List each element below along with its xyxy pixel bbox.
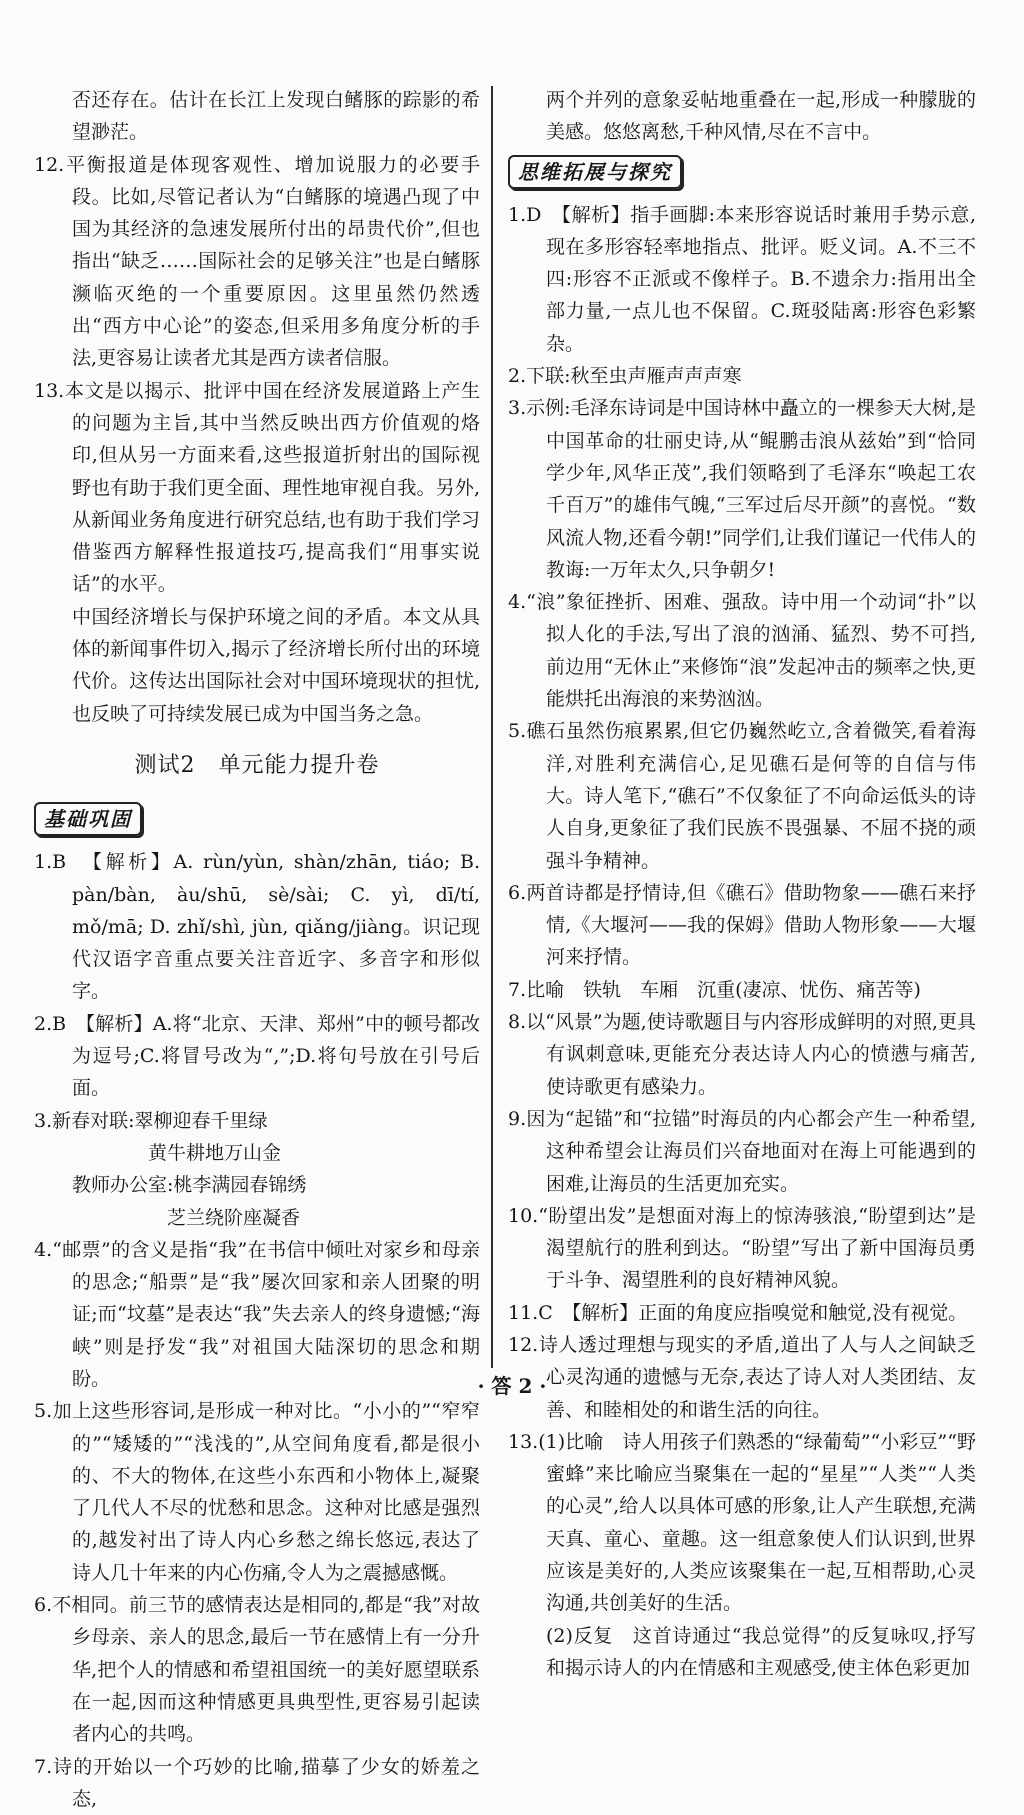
continued-text: 否还存在。估计在长江上发现白鳍豚的踪影的希望渺茫。 — [72, 89, 480, 144]
answer-b13-part2: (2)反复 这首诗通过“我总觉得”的反复咏叹,抒写和揭示诗人的内在情感和主观感受,使主体色彩更加 — [546, 1624, 976, 1679]
right-column — [508, 84, 976, 1684]
answer-3-line4: 芝兰绕阶座凝香 — [167, 1206, 301, 1229]
answer-13-extra: 中国经济增长与保护环境之间的矛盾。本文从具体的新闻事件切入,揭示了经济增长所付出的环境代价。这传达出国际社会对中国环境现状的担忧,也反映了可持续发展已成为中国当务之急。 — [72, 605, 480, 725]
answer-b6: 6.两首诗都是抒情诗,但《礁石》借助物象——礁石来抒情,《大堰河——我的保姆》借助人物形象——大堰河来抒情。 — [508, 881, 976, 969]
answer-b3: 3.示例:毛泽东诗词是中国诗林中矗立的一棵参天大树,是中国革命的壮丽史诗,从“鲲鹏击浪从兹始”到“恰同学少年,风华正茂”,我们领略到了毛泽东“唤起工农千百万”的雄伟气魄,“三军过后尽开颜”的喜悦。“数风流人物,还看今朝!”同学们,让我们谨记一代伟人的教诲:一万年太久,只争朝夕! — [508, 397, 976, 581]
column-divider — [491, 86, 493, 1368]
answer-b7: 7.比喻 铁轨 车厢 沉重(凄凉、忧伤、痛苦等) — [508, 978, 921, 1001]
answer-b1: 1.D 【解析】指手画脚:本来形容说话时兼用手势示意,现在多形容轻率地指点、批评。贬义词。A.不三不四:形容不正派或不像样子。B.不遗余力:指用出全部力量,一点儿也不保留。C.斑驳陆离:形容色彩繁杂。 — [508, 203, 976, 355]
answer-6: 6.不相同。前三节的感情表达是相同的,都是“我”对故乡母亲、亲人的思念,最后一节在感情上有一分升华,把个人的情感和希望祖国统一的美好愿望联系在一起,因而这种情感更具典型性,更容易引起读者内心的共鸣。 — [34, 1594, 480, 1746]
answer-4: 4.“邮票”的含义是指“我”在书信中倾吐对家乡和母亲的思念;“船票”是“我”屡次回家和亲人团聚的明证;而“坟墓”是表达“我”失去亲人的终身遗憾;“海峡”则是抒发“我”对祖国大陆深切的思念和期盼。 — [34, 1238, 480, 1390]
answer-2: 2.B 【解析】A.将“北京、天津、郑州”中的顿号都改为逗号;C.将冒号改为“,”;D.将句号放在引号后面。 — [34, 1012, 480, 1100]
answer-b8: 8.以“风景”为题,使诗歌题目与内容形成鲜明的对照,更具有讽刺意味,更能充分表达诗人内心的愤懑与痛苦,使诗歌更有感染力。 — [508, 1011, 976, 1098]
answer-b13: 13.(1)比喻 诗人用孩子们熟悉的“绿葡萄”“小彩豆”“野蜜蜂”来比喻应当聚集在一起的“星星”“人类”“人类的心灵”,给人以具体可感的形象,让人产生联想,充满天真、童心、童趣。这一组意象使人们认识到,世界应该是美好的,人类应该聚集在一起,互相帮助,心灵沟通,共创美好的生活。 — [508, 1430, 976, 1615]
section-badge-extend: 思维拓展与探究 — [508, 155, 682, 189]
answer-b11: 11.C 【解析】正面的角度应指嗅觉和触觉,没有视觉。 — [508, 1301, 968, 1324]
answer-3-line3: 教师办公室:桃李满园春锦绣 — [72, 1174, 307, 1197]
continued-text-right: 两个并列的意象妥帖地重叠在一起,形成一种朦胧的美感。悠悠离愁,千种风情,尽在不言中。 — [546, 89, 976, 144]
test-title: 测试2 单元能力提升卷 — [134, 752, 380, 778]
answer-12: 12.平衡报道是体现客观性、增加说服力的必要手段。比如,尽管记者认为“白鳍豚的境遇凸现了中国为其经济的急速发展所付出的昂贵代价”,但也指出“缺乏……国际社会的足够关注”也是白鳍豚濒临灭绝的一个重要原因。这里虽然仍然透出“西方中心论”的姿态,但采用多角度分析的手法,更容易让读者尤其是西方读者信服。 — [34, 153, 480, 370]
answer-b10: 10.“盼望出发”是想面对海上的惊涛骇浪,“盼望到达”是渴望航行的胜利到达。“盼望”写出了新中国海员勇于斗争、渴望胜利的良好精神风貌。 — [508, 1204, 976, 1292]
answer-3: 3.新春对联:翠柳迎春千里绿 — [34, 1109, 268, 1132]
answer-5: 5.加上这些形容词,是形成一种对比。“小小的”“窄窄的”“矮矮的”“浅浅的”,从空间角度看,都是很小的、不大的物体,在这些小东西和小物体上,凝聚了几代人不尽的忧愁和思念。这种对比感是强烈的,越发衬出了诗人内心乡愁之绵长悠远,表达了诗人几十年来的内心伤痛,令人为之震撼感慨。 — [34, 1400, 480, 1584]
answer-b4: 4.“浪”象征挫折、困难、强敌。诗中用一个动词“扑”以拟人化的手法,写出了浪的汹涌、猛烈、势不可挡,前边用“无休止”来修饰“浪”发起冲击的频率之快,更能烘托出海浪的来势汹汹。 — [508, 591, 976, 711]
left-column — [34, 84, 480, 1815]
answer-b5: 5.礁石虽然伤痕累累,但它仍巍然屹立,含着微笑,看着海洋,对胜利充满信心,足见礁石是何等的自信与伟大。诗人笔下,“礁石”不仅象征了不向命运低头的诗人自身,更象征了我们民族不畏强暴、不屈不挠的顽强斗争精神。 — [508, 720, 976, 872]
answer-1: 1.B 【解析】A. rùn/yùn, shàn/zhān, tiáo; B. pàn/bàn, àu/shū, sè/sài; C. yì, dī/tí, mǒ/mā; D. zhǐ/shì, jùn, qiǎng/jiàng。识记现代汉语字音重点要关注音近字、多音字和形似字。 — [34, 851, 480, 1003]
answer-13: 13.本文是以揭示、批评中国在经济发展道路上产生的问题为主旨,其中当然反映出西方价值观的烙印,但从另一方面来看,这些报道折射出的国际视野也有助于我们更全面、理性地审视自我。另外,从新闻业务角度进行研究总结,也有助于我们学习借鉴西方解释性报道技巧,提高我们“用事实说话”的水平。 — [34, 379, 480, 596]
answer-7: 7.诗的开始以一个巧妙的比喻,描摹了少女的娇羞之态, — [34, 1755, 480, 1810]
page-number: · 答 2 · — [477, 1374, 547, 1398]
answer-b2: 2.下联:秋至虫声雁声声声寒 — [508, 365, 742, 388]
answer-3-line2: 黄牛耕地万山金 — [148, 1141, 282, 1164]
answer-b9: 9.因为“起锚”和“拉锚”时海员的内心都会产生一种希望,这种希望会让海员们兴奋地面对在海上可能遇到的困难,让海员的生活更加充实。 — [508, 1107, 976, 1195]
answer-b12: 12.诗人透过理想与现实的矛盾,道出了人与人之间缺乏心灵沟通的遗憾与无奈,表达了诗人对人类团结、友善、和睦相处的和谐生活的向往。 — [508, 1333, 976, 1421]
section-badge-basic: 基础巩固 — [34, 802, 142, 836]
